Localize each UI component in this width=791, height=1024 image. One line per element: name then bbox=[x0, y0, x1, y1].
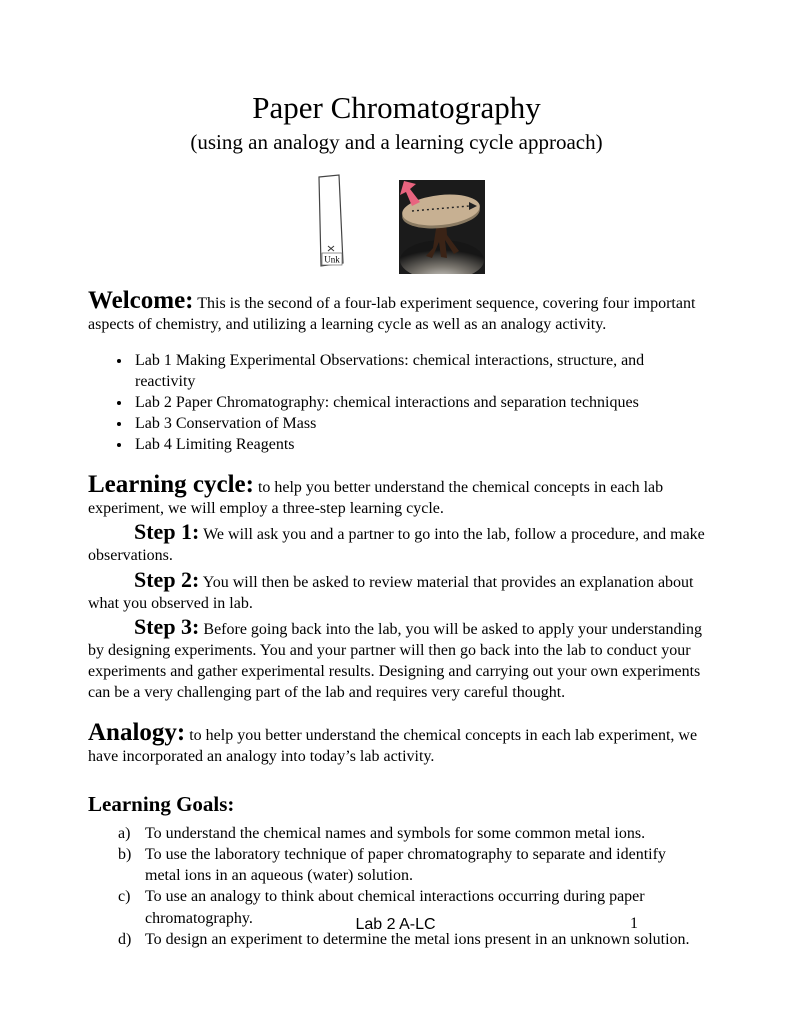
step-3-text: Before going back into the lab, you will be asked to apply your understanding by designing experiments. You and your partner will then go back into the lab to conduct your experiments and gather experimental results. Designing and carrying out your own experiments can be a very challenging part of the lab and requires very careful thought. bbox=[88, 620, 702, 702]
unknown-label-text: Unk bbox=[323, 254, 340, 265]
lab-list bbox=[88, 350, 705, 456]
chromatography-strip-figure bbox=[309, 174, 353, 274]
footer-doc-label: Lab 2 A-LC bbox=[355, 916, 436, 933]
goal-marker: a) bbox=[118, 825, 131, 843]
welcome-text: This is the second of a four-lab experiment sequence, covering four important aspects of chemistry, and utilizing a learning cycle as well as an analogy activity. bbox=[88, 295, 696, 334]
step-1-paragraph bbox=[88, 521, 705, 566]
goal-marker: b) bbox=[118, 846, 132, 864]
goal-text: To use an analogy to think about chemical interactions occurring during paper chromatography. bbox=[145, 888, 645, 927]
learning-cycle-heading: Learning cycle: bbox=[88, 471, 254, 499]
step-2-heading: Step 2: bbox=[134, 566, 200, 592]
lab-list-item: • Lab 1 Making Experimental Observations: chemical interactions, structure, and reactivity bbox=[132, 350, 705, 392]
step-2-text: You will then be asked to review material that provides an explanation about what you observed in lab. bbox=[88, 573, 694, 612]
page-title: Paper Chromatography bbox=[252, 90, 541, 125]
analogy-heading: Analogy: bbox=[88, 719, 186, 747]
learning-goals-heading: Learning Goals: bbox=[88, 792, 235, 817]
learning-goal-item bbox=[88, 823, 705, 844]
analogy-text: to help you better understand the chemical concepts in each lab experiment, we have incorporated an analogy into today’s lab activity. bbox=[88, 727, 698, 766]
goal-marker: c) bbox=[118, 888, 131, 906]
step-1-text: We will ask you and a partner to go into the lab, follow a procedure, and make observations. bbox=[88, 526, 705, 565]
table-photo-figure bbox=[399, 180, 485, 274]
footer-page-number: 1 bbox=[630, 915, 638, 932]
learning-cycle-paragraph bbox=[88, 472, 705, 519]
learning-cycle-text: to help you better understand the chemical concepts in each lab experiment, we will employ a three-step learning cycle. bbox=[88, 479, 664, 518]
welcome-heading: Welcome: bbox=[88, 287, 194, 315]
step-3-heading: Step 3: bbox=[134, 613, 200, 639]
lab-list-item: • Lab 4 Limiting Reagents bbox=[132, 434, 705, 455]
learning-goal-item bbox=[88, 844, 705, 886]
analogy-paragraph bbox=[88, 720, 705, 767]
goal-text: To understand the chemical names and symbols for some common metal ions. bbox=[145, 825, 646, 843]
step-1-heading: Step 1: bbox=[134, 519, 200, 545]
paper-strip-outline bbox=[319, 175, 343, 266]
goal-text: To use the laboratory technique of paper chromatography to separate and identify metal ions in an aqueous (water) solution. bbox=[145, 846, 666, 885]
goal-text: To design an experiment to determine the metal ions present in an unknown solution. bbox=[145, 930, 690, 948]
figures-row bbox=[88, 174, 705, 274]
lab-list-item: • Lab 2 Paper Chromatography: chemical interactions and separation techniques bbox=[132, 392, 705, 413]
step-2-paragraph bbox=[88, 566, 705, 614]
lab-list-item: • Lab 3 Conservation of Mass bbox=[132, 413, 705, 434]
welcome-paragraph bbox=[88, 288, 705, 335]
goal-marker: d) bbox=[118, 930, 132, 948]
page-subtitle: (using an analogy and a learning cycle approach) bbox=[190, 129, 603, 154]
step-3-paragraph bbox=[88, 613, 705, 703]
